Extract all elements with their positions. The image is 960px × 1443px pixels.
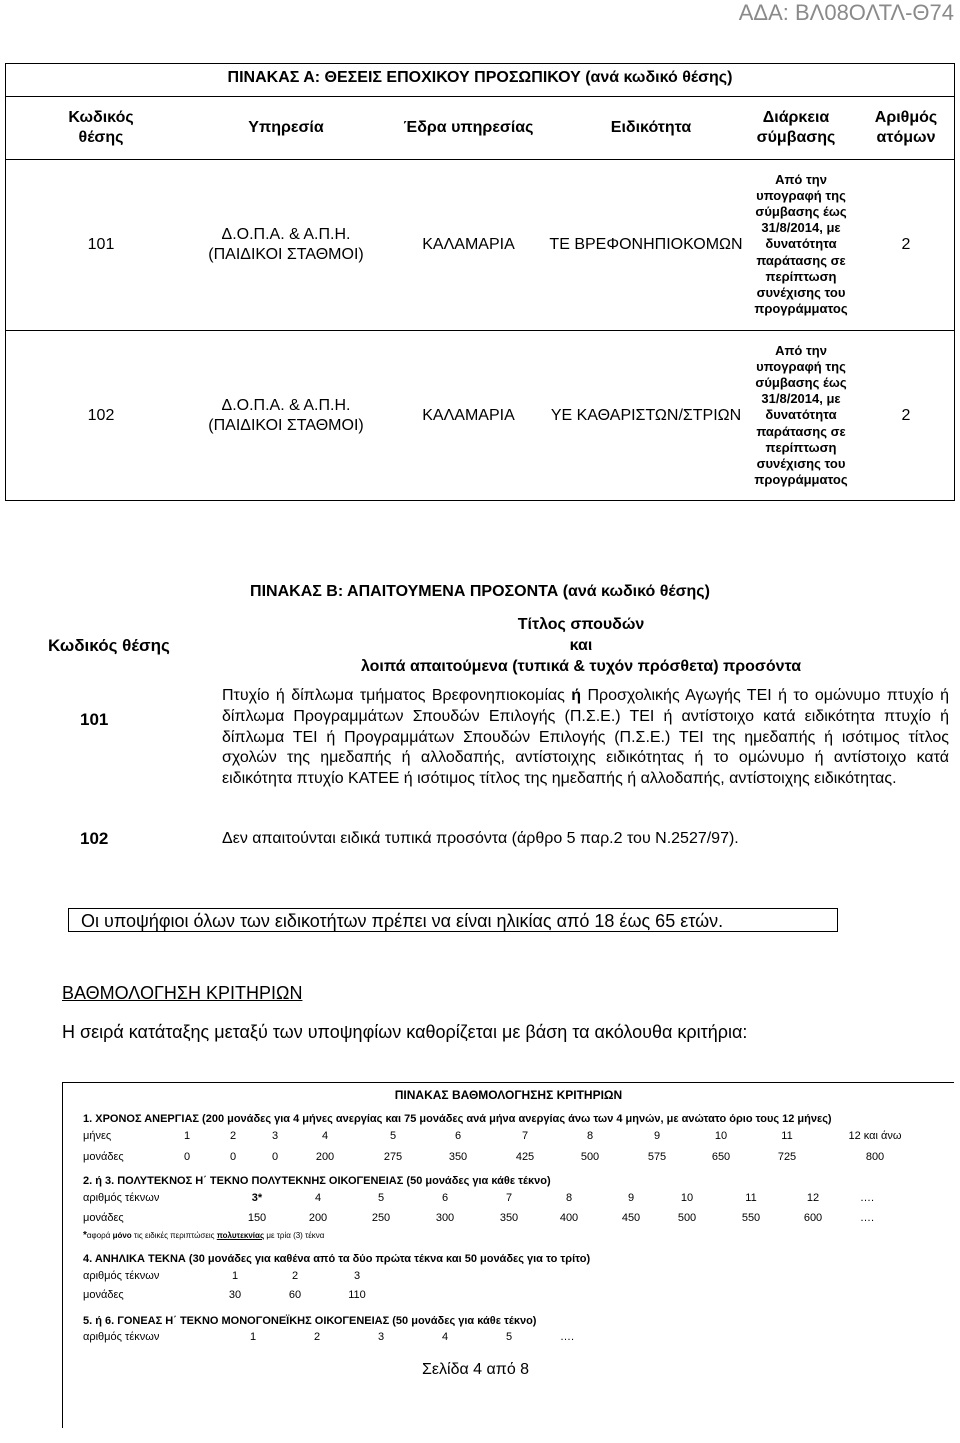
table-cell: 600 (803, 1212, 823, 1224)
table-cell: 500 (580, 1151, 600, 1163)
note-part-bold: μόνο (112, 1231, 132, 1240)
note-part-bold: πολυτεκνίας (216, 1231, 265, 1240)
table-cell: 0 (229, 1151, 237, 1163)
table-cell: 1 (249, 1331, 257, 1343)
row-specialty: ΥΕ ΚΑΘΑΡΙΣΤΩΝ/ΣΤΡΙΩΝ (550, 406, 742, 424)
criteria-heading: ΒΑΘΜΟΛΟΓΗΣΗ ΚΡΙΤΗΡΙΩΝ (62, 983, 303, 1003)
table-cell: 2 (229, 1130, 237, 1142)
table-cell: 3* (251, 1192, 263, 1204)
table-cell: 200 (308, 1212, 328, 1224)
table-cell: 400 (559, 1212, 579, 1224)
table-cell: 7 (505, 1192, 513, 1204)
row-code: 101 (87, 235, 115, 253)
table-b-title: ΠΙΝΑΚΑΣ Β: ΑΠΑΙΤΟΥΜΕΝΑ ΠΡΟΣΟΝΤΑ (ανά κωδικό θέσης) (250, 583, 710, 600)
table-cell: 650 (711, 1151, 731, 1163)
row-seat: ΚΑΛΑΜΑΡΙΑ (422, 235, 515, 253)
section-title: 5. ή 6. ΓΟΝΕΑΣ Η΄ ΤΕΚΝΟ ΜΟΝΟΓΟΝΕΪΚΗΣ ΟΙΚΟΓΕΝΕΙΑΣ (50 μονάδες για κάθε τέκνο) (83, 1315, 537, 1327)
row-duration: Από την υπογραφή της σύμβασης έως 31/8/2014, με δυνατότητα παράτασης σε περίπτωση συνέχισης του προγράμματος (754, 343, 848, 487)
table-cell: 250 (371, 1212, 391, 1224)
row-duration: Από την υπογραφή της σύμβασης έως 31/8/2014, με δυνατότητα παράτασης σε περίπτωση συνέχισης του προγράμματος (754, 172, 848, 316)
table-b-row-code: 101 (80, 710, 109, 729)
section-note (83, 1230, 324, 1241)
table-cell: 1 (183, 1130, 191, 1142)
row-label: μήνες (83, 1130, 112, 1142)
table-cell: 10 (714, 1130, 728, 1142)
table-cell: 3 (353, 1270, 361, 1282)
table-cell: 3 (377, 1331, 385, 1343)
page-footer: Σελίδα 4 από 8 (422, 1361, 530, 1378)
table-cell: 2 (313, 1331, 321, 1343)
table-cell: 12 (806, 1192, 820, 1204)
table-cell: 425 (515, 1151, 535, 1163)
table-cell: 800 (865, 1151, 885, 1163)
text-part: Πτυχίο ή δίπλωμα τμήματος Βρεφονηπιοκομίας (222, 687, 572, 704)
table-cell: 11 (745, 1192, 757, 1204)
table-cell: …. (859, 1212, 875, 1224)
table-cell: 150 (247, 1212, 267, 1224)
row-code: 102 (87, 406, 115, 424)
header-persons: Αριθμός ατόμων (874, 109, 938, 146)
table-cell: 10 (680, 1192, 694, 1204)
header-title-line: Τίτλος σπουδών (517, 616, 645, 633)
table-cell: 575 (647, 1151, 667, 1163)
row-persons: 2 (901, 406, 911, 424)
table-cell: 110 (348, 1289, 366, 1301)
note-part: αφορά (86, 1231, 113, 1240)
table-cell: 6 (454, 1130, 462, 1142)
header-title-line: και (569, 637, 593, 655)
table-cell: 8 (565, 1192, 573, 1204)
table-cell: …. (559, 1331, 575, 1343)
table-cell: 60 (288, 1289, 302, 1301)
row-label: μονάδες (83, 1289, 124, 1301)
header-specialty: Ειδικότητα (610, 118, 692, 136)
row-label: αριθμός τέκνων (83, 1331, 160, 1343)
note-part: τις ειδικές περιπτώσεις (131, 1231, 217, 1240)
scoring-table-title: ΠΙΝΑΚΑΣ ΒΑΘΜΟΛΟΓΗΣΗΣ ΚΡΙΤΗΡΙΩΝ (394, 1088, 623, 1102)
text-part: Προσχολικής Αγωγής ΤΕΙ ή το ομώνυμο πτυχίο ή δίπλωμα Προγραμμάτων Σπουδών Επιλογής (Π.Σ.Ε.) ΤΕΙ ή αντίστοιχο κατά ειδικότητα πτυχίο ή δίπλωμα ΤΕΙ ή Προγραμμάτων Σπουδών Επιλογής (Π.Σ.Ε.) ΤΕΙ της ημεδαπής ή ισότιμος τίτλος σχολών της ημεδαπής ή αλλοδαπής, αντίστοιχης ειδικότητας ή το ομώνυμο ή αντίστοιχο κατά ειδικότητα πτυχίο ΚΑΤΕΕ ή ισότιμος τίτλος της ημεδαπής ή αλλοδαπής, αντίστοιχης ειδικότητας. (222, 687, 949, 788)
table-cell: 4 (314, 1192, 322, 1204)
row-label: μονάδες (83, 1212, 124, 1224)
table-cell: 450 (621, 1212, 641, 1224)
header-service: Υπηρεσία (248, 118, 324, 136)
text-part-bold: ή (571, 687, 582, 704)
table-cell: 300 (435, 1212, 455, 1224)
header-title-line: λοιπά απαιτούμενα (τυπικά & τυχόν πρόσθετα) προσόντα (360, 658, 802, 676)
document-code: ΑΔΑ: ΒΛ08ΟΛΤΛ-Θ74 (738, 0, 954, 25)
table-cell: 1 (231, 1270, 239, 1282)
table-b-row-text (222, 686, 949, 790)
table-cell: 3 (271, 1130, 279, 1142)
note-part: με τρία (3) τέκνα (264, 1231, 325, 1240)
table-cell: 7 (521, 1130, 529, 1142)
section-title: 4. ΑΝΗΛΙΚΑ ΤΕΚΝΑ (30 μονάδες για καθένα από τα δύο πρώτα τέκνα και 50 μονάδες για το τρίτο) (83, 1253, 591, 1265)
table-a (5, 63, 955, 501)
criteria-intro: Η σειρά κατάταξης μεταξύ των υποψηφίων καθορίζεται με βάση τα ακόλουθα κριτήρια: (62, 1022, 748, 1042)
row-service: Δ.Ο.Π.Α. & Α.Π.Η. (ΠΑΙΔΙΚΟΙ ΣΤΑΘΜΟΙ) (208, 397, 364, 434)
table-b-row-text: Δεν απαιτούνται ειδικά τυπικά προσόντα (άρθρο 5 παρ.2 του Ν.2527/97). (222, 830, 739, 847)
table-cell: 275 (383, 1151, 403, 1163)
table-cell: 5 (389, 1130, 397, 1142)
table-cell: 9 (627, 1192, 635, 1204)
row-label: αριθμός τέκνων (83, 1192, 160, 1204)
table-cell: 8 (586, 1130, 594, 1142)
table-cell: 5 (377, 1192, 385, 1204)
row-persons: 2 (901, 235, 911, 253)
table-cell: 9 (653, 1130, 661, 1142)
table-cell: 2 (291, 1270, 299, 1282)
table-cell: 30 (228, 1289, 242, 1301)
age-requirement-box: Οι υποψήφιοι όλων των ειδικοτήτων πρέπει να είναι ηλικίας από 18 έως 65 ετών. (68, 908, 838, 932)
table-cell: 6 (441, 1192, 449, 1204)
table-b-row-code: 102 (80, 829, 109, 848)
table-cell: 4 (441, 1331, 449, 1343)
table-cell: 725 (777, 1151, 797, 1163)
note-star: * (83, 1230, 87, 1241)
table-cell: 11 (781, 1130, 793, 1142)
row-specialty: ΤΕ ΒΡΕΦΟΝΗΠΙΟΚΟΜΩΝ (549, 235, 743, 253)
table-cell: …. (859, 1192, 875, 1204)
table-cell: 500 (677, 1212, 697, 1224)
row-seat: ΚΑΛΑΜΑΡΙΑ (422, 406, 515, 424)
header-seat: Έδρα υπηρεσίας (403, 118, 534, 136)
table-cell: 350 (499, 1212, 519, 1224)
table-b-header-title (222, 614, 940, 677)
table-b-header-code: Κωδικός θέσης (48, 636, 170, 655)
header-duration: Διάρκεια σύμβασης (756, 109, 836, 146)
row-label: αριθμός τέκνων (83, 1270, 160, 1282)
table-cell: 12 και άνω (848, 1130, 902, 1142)
table-cell: 5 (505, 1331, 513, 1343)
table-cell: 4 (321, 1130, 329, 1142)
table-cell: 0 (271, 1151, 279, 1163)
table-cell: 550 (741, 1212, 761, 1224)
section-title: 2. ή 3. ΠΟΛΥΤΕΚΝΟΣ Η΄ ΤΕΚΝΟ ΠΟΛΥΤΕΚΝΗΣ ΟΙΚΟΓΕΝΕΙΑΣ (50 μονάδες για κάθε τέκνο) (83, 1175, 551, 1187)
row-label: μονάδες (83, 1151, 124, 1163)
table-a-title: ΠΙΝΑΚΑΣ Α: ΘΕΣΕΙΣ ΕΠΟΧΙΚΟΥ ΠΡΟΣΩΠΙΚΟΥ (ανά κωδικό θέσης) (227, 69, 733, 86)
row-service: Δ.Ο.Π.Α. & Α.Π.Η. (ΠΑΙΔΙΚΟΙ ΣΤΑΘΜΟΙ) (208, 226, 364, 263)
table-cell: 0 (183, 1151, 191, 1163)
table-cell: 350 (448, 1151, 468, 1163)
table-cell: 200 (315, 1151, 335, 1163)
header-code: Κωδικός θέσης (68, 109, 134, 146)
section-title: 1. ΧΡΟΝΟΣ ΑΝΕΡΓΙΑΣ (200 μονάδες για 4 μήνες ανεργίας και 75 μονάδες ανά μήνα ανεργίας άνω των 4 μηνών, με ανώτατο όριο τους 12 μήνες) (83, 1113, 832, 1125)
